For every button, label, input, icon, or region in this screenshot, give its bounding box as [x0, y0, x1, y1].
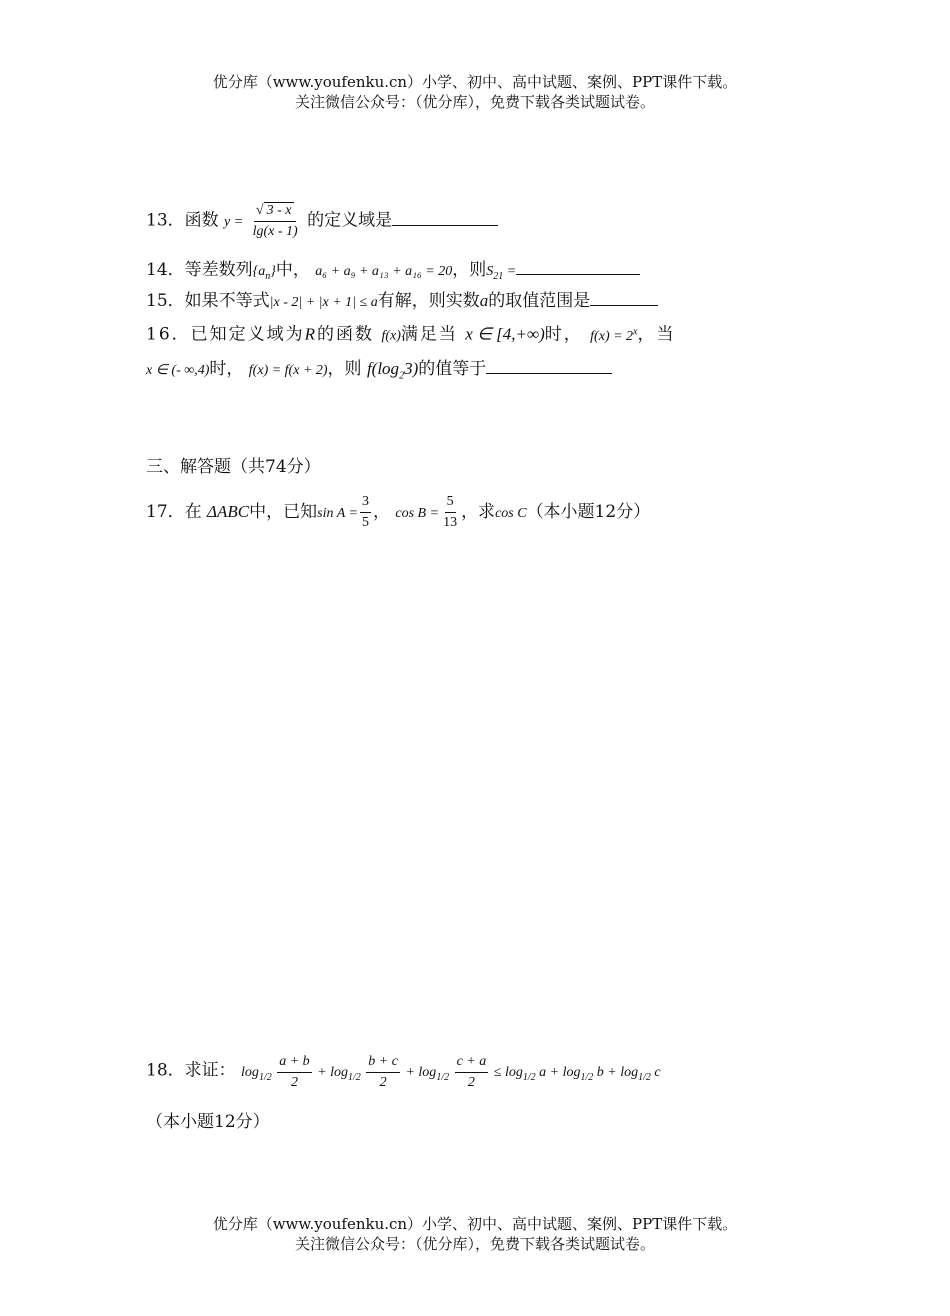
q16-text-6: ，则 [327, 359, 362, 379]
page-footer [0, 1214, 950, 1254]
q16-text-3: 时， [544, 324, 583, 345]
q13-number: 13．函数 [146, 210, 219, 231]
q16-f-definition: $f(x) = 2^x$ [590, 326, 638, 344]
header-line-2: 关注微信公众号：（优分库），免费下载各类试题试卷。 [294, 93, 655, 111]
q16-ask: $f(\log_23)$ [366, 359, 419, 382]
q16-text-7: 的值等于 [418, 359, 487, 379]
section-3-heading: 三、解答题（共74分） [146, 457, 321, 477]
q16-domain-1: x ∈ [4,+∞) [465, 324, 545, 344]
q17-text-2: ，求 [461, 502, 496, 522]
q17-cosC: cos C [495, 506, 527, 521]
q16-text-5: 时， [209, 359, 244, 379]
q15-text-1: 有解，则实数 [377, 291, 480, 311]
q13-answer-blank[interactable] [392, 207, 498, 226]
footer-line-2: 关注微信公众号：（优分库），免费下载各类试题试卷。 [294, 1235, 655, 1253]
question-15 [146, 287, 658, 315]
q13-fraction: $\frac{√ 3 - x}{\lg(x - 1)}$ [251, 200, 300, 242]
q16-text-1: 的函数 [317, 324, 375, 345]
q15-text-2: 的取值范围是 [488, 291, 591, 311]
q17-points: （本小题12分） [526, 502, 651, 522]
question-16-line-1 [146, 320, 676, 349]
q16-answer-blank[interactable] [486, 355, 612, 374]
q14-text-2: ，则 [452, 260, 487, 280]
q16-number: 16．已知定义域为 [146, 324, 305, 345]
q15-number: 15．如果不等式 [146, 291, 270, 311]
q13-y-eq: y = [224, 214, 244, 230]
q18-points: （本小题12分） [146, 1112, 270, 1132]
q14-sum: $S_{21}$ = [486, 264, 517, 282]
q13-denominator: lg(x - 1) [252, 224, 298, 239]
question-13 [146, 200, 498, 242]
question-18 [146, 1052, 661, 1093]
q14-expression: a₆ + a₉ + a₁₃ + a₁₆ = 20 [315, 264, 453, 279]
question-17 [146, 492, 650, 533]
q17-triangle: ΔABC [207, 502, 250, 521]
q15-answer-blank[interactable] [590, 287, 658, 306]
page-header [0, 72, 950, 112]
header-line-1: 优分库（www.youfenku.cn）小学、初中、高中试题、案例、PPT课件下载。 [212, 73, 738, 91]
q14-number: 14．等差数列 [146, 260, 253, 280]
q18-expression: $\log_{1/2}$ $\frac{a + b}{2}$ + $\log_{1/2}$ $\frac{b + c}{2}$ + $\log_{1/2}$ $\frac{c + a}{2}$ ≤ $\log_{1/2} a + \log_{1/2} b + \log_{1/2} c$ [241, 1054, 661, 1090]
q14-sequence: $\{a_n\}$ [252, 264, 276, 282]
q17-cosB: cos B = [395, 506, 440, 521]
q18-number: 18．求证： [146, 1060, 236, 1081]
q17-text-1: 中，已知 [249, 502, 318, 522]
q14-answer-blank[interactable] [516, 256, 640, 275]
q17-sinA: sin A = [317, 506, 358, 521]
q16-fx: f(x) [381, 328, 401, 344]
q16-domain-2: x ∈ (- ∞,4) [146, 363, 210, 378]
footer-line-1: 优分库（www.youfenku.cn）小学、初中、高中试题、案例、PPT课件下载。 [212, 1215, 738, 1233]
question-16-line-2 [146, 355, 612, 388]
q16-recurrence: f(x) = f(x + 2) [248, 363, 328, 378]
q13-text: 的定义域是 [307, 210, 393, 231]
q16-R: R [304, 324, 318, 344]
q15-expression: |x - 2| + |x + 1| ≤ a [269, 295, 378, 310]
q16-text-2: 满足当 [400, 324, 458, 345]
q17-sin-fraction: $\frac{3}{5}$ [361, 494, 369, 530]
q15-var: a [479, 291, 489, 310]
question-14 [146, 256, 640, 289]
q16-text-4: ，当 [637, 324, 676, 345]
q17-cos-fraction: $\frac{5}{13}$ [443, 494, 458, 530]
q17-number: 17．在 [146, 502, 202, 522]
q13-numerator: 3 - x [264, 202, 295, 218]
q14-text-1: 中， [275, 260, 310, 280]
q17-comma: ， [372, 502, 390, 522]
